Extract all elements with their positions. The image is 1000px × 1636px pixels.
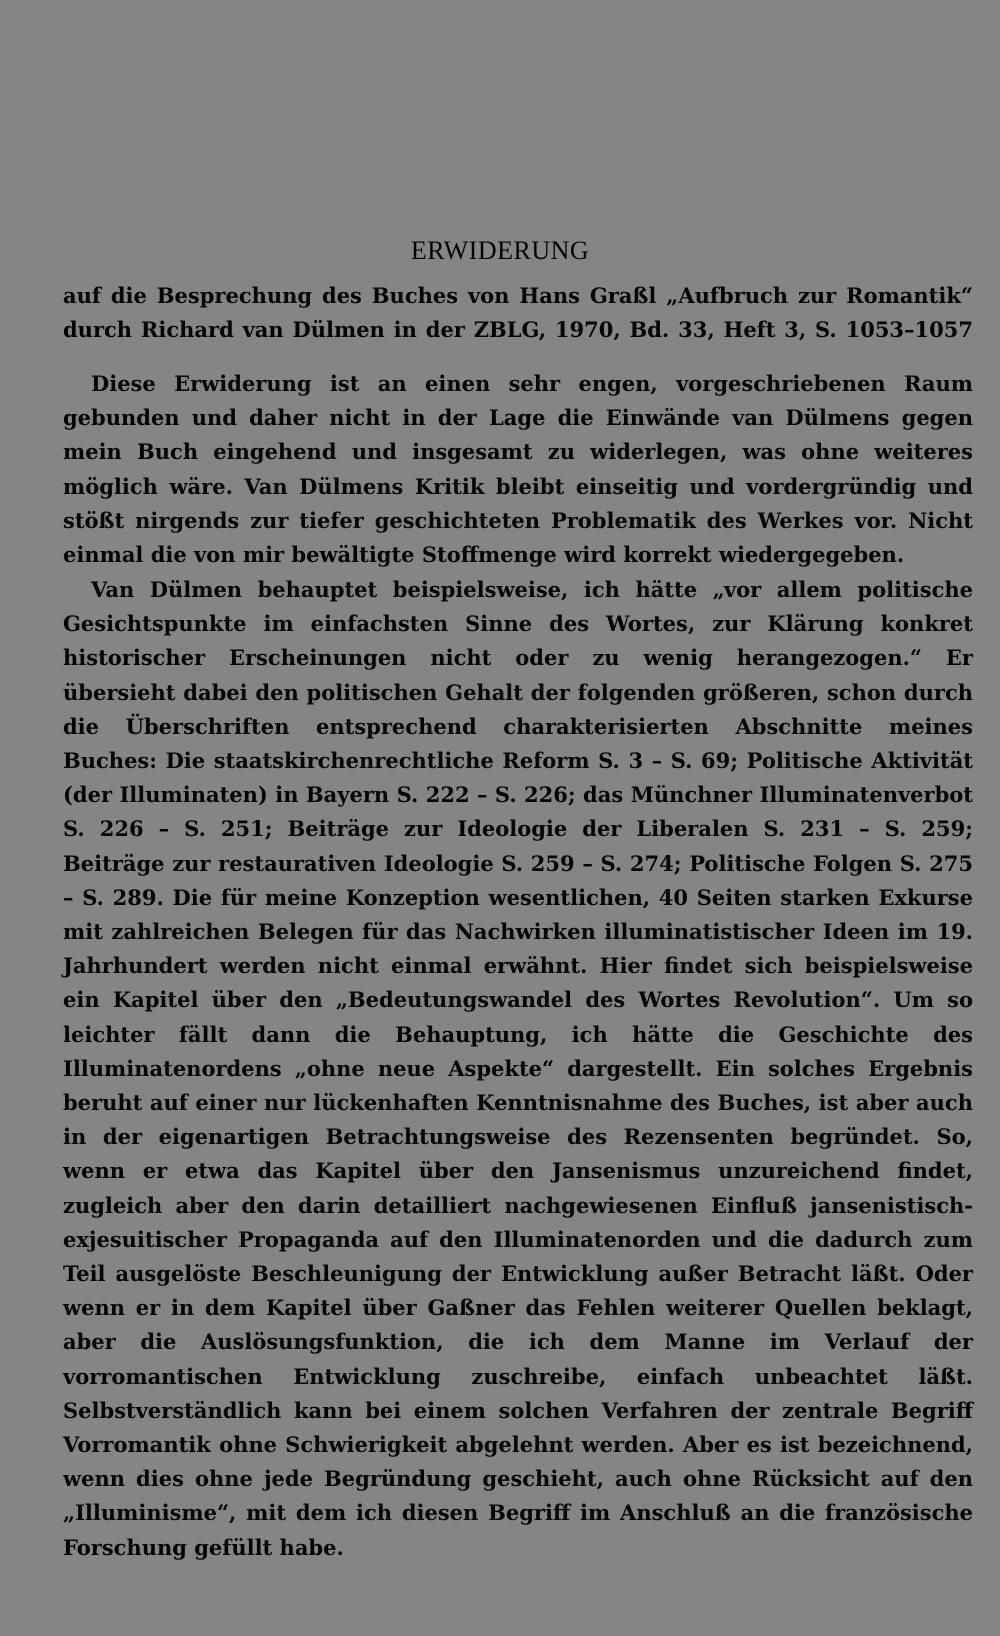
subtitle-line-2: durch Richard van Dülmen in der ZBLG, 1970, Bd. 33, Heft 3, S. 1053–1057 [63,317,973,342]
document-subtitle [63,279,973,347]
subtitle-line-1: auf die Besprechung des Buches von Hans Graßl „Aufbruch zur Romantik“ [63,283,973,308]
paragraph-2: Van Dülmen behauptet beispielsweise, ich hätte „vor allem politische Gesichtspunkte im einfachsten Sinne des Wortes, zur Klärung konkret historischer Erscheinungen nicht oder zu wenig herangezogen.“ Er übersieht dabei den politischen Gehalt der folgenden größeren, schon durch die Überschriften entsprechend charakterisierten Abschnitte meines Buches: Die staatskirchenrechtliche Reform S. 3 – S. 69; Politische Aktivität (der Illuminaten) in Bayern S. 222 – S. 226; das Münchner Illuminatenverbot S. 226 – S. 251; Beiträge zur Ideologie der Liberalen S. 231 – S. 259; Beiträge zur restaurativen Ideologie S. 259 – S. 274; Politische Folgen S. 275 – S. 289. Die für meine Konzeption wesentlichen, 40 Seiten starken Exkurse mit zahlreichen Belegen für das Nachwirken illuminatistischer Ideen im 19. Jahrhundert werden nicht einmal erwähnt. Hier findet sich beispielsweise ein Kapitel über den „Bedeutungswandel des Wortes Revolution“. Um so leichter fällt dann die Behauptung, ich hätte die Geschichte des Illuminatenordens „ohne neue Aspekte“ dargestellt. Ein solches Ergebnis beruht auf einer nur lückenhaften Kenntnisnahme des Buches, ist aber auch in der eigenartigen Betrachtungsweise des Rezensenten begründet. So, wenn er etwa das Kapitel über den Jansenismus unzureichend findet, zugleich aber den darin detailliert nachgewiesenen Einfluß jansenistisch-exjesuitischer Propaganda auf den Illuminatenorden und die dadurch zum Teil ausgelöste Beschleunigung der Entwicklung außer Betracht läßt. Oder wenn er in dem Kapitel über Gaßner das Fehlen weiterer Quellen beklagt, aber die Auslösungsfunktion, die ich dem Manne im Verlauf der vorromantischen Entwicklung zuschreibe, einfach unbeachtet läßt. Selbstverständlich kann bei einem solchen Verfahren der zentrale Begriff Vorromantik ohne Schwierigkeit abgelehnt werden. Aber es ist bezeichnend, wenn dies ohne jede Begründung geschieht, auch ohne Rücksicht auf den „Illuminisme“, mit dem ich diesen Begriff im Anschluß an die französische Forschung gefüllt habe. [63,577,973,1560]
paragraph-1: Diese Erwiderung ist an einen sehr engen, vorgeschriebenen Raum gebunden und daher nicht in der Lage die Einwände van Dülmens gegen mein Buch eingehend und insgesamt zu widerlegen, was ohne weiteres möglich wäre. Van Dülmens Kritik bleibt einseitig und vordergründig und stößt nirgends zur tiefer geschichteten Problematik des Werkes vor. Nicht einmal die von mir bewältigte Stoffmenge wird korrekt wiedergegeben. [63,371,973,568]
document-title: ERWIDERUNG [410,236,590,265]
